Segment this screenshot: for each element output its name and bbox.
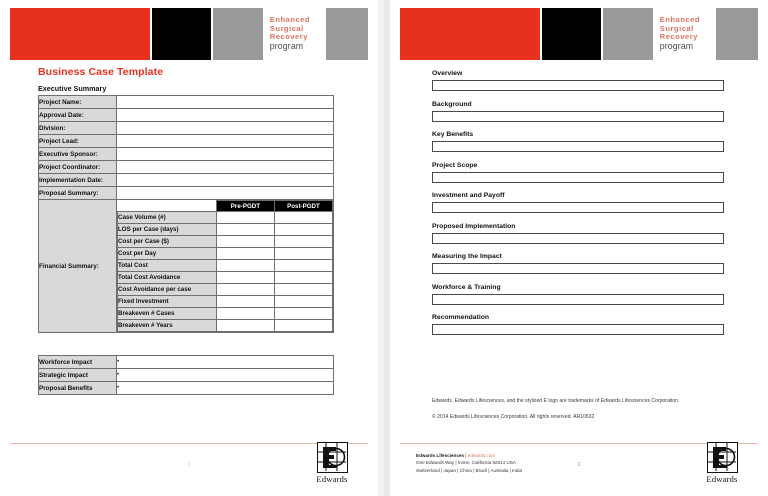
logo-line-recovery: Recovery xyxy=(269,32,308,42)
logo-line-program-right: program xyxy=(659,40,694,51)
narrative-section-input[interactable] xyxy=(432,294,724,305)
financial-column-header: Pre-PGDT xyxy=(216,201,274,212)
header-band-gray-left-right xyxy=(603,8,653,60)
edwards-logo-left xyxy=(312,442,352,485)
narrative-section xyxy=(432,284,724,305)
financial-row xyxy=(118,248,333,260)
esr-program-logo xyxy=(265,8,324,60)
field-input[interactable] xyxy=(117,174,334,187)
narrative-section-title: Measuring the Impact xyxy=(432,253,502,260)
financial-value-cell[interactable] xyxy=(274,260,332,272)
trademark-notice: Edwards, Edwards Lifesciences, and the stylized E logo are trademarks of Edwards Lifesciences Corporation. xyxy=(432,398,680,404)
narrative-section-input[interactable] xyxy=(432,233,724,244)
financial-row xyxy=(118,308,333,320)
financial-row-label: LOS per Case (days) xyxy=(118,224,217,236)
address-company-name: Edwards Lifesciences xyxy=(416,452,465,458)
edwards-wordmark-left: Edwards xyxy=(316,474,348,484)
financial-value-cell[interactable] xyxy=(274,308,332,320)
financial-value-cell[interactable] xyxy=(216,224,274,236)
financial-value-cell[interactable] xyxy=(274,272,332,284)
narrative-section-title: Recommendation xyxy=(432,314,490,321)
logo-line-program: program xyxy=(269,40,304,51)
header-band-gray-right xyxy=(326,8,368,60)
financial-row-label: Cost Avoidance per case xyxy=(118,284,217,296)
financial-column-header: Post-PGDT xyxy=(274,201,332,212)
financial-row xyxy=(118,296,333,308)
logo-line-surgical: Surgical xyxy=(269,23,304,33)
narrative-section-title: Background xyxy=(432,100,472,108)
narrative-section-input[interactable] xyxy=(432,172,724,183)
narrative-section xyxy=(432,101,724,122)
field-input[interactable] xyxy=(117,122,334,135)
table-row xyxy=(39,161,334,174)
financial-row-label: Case Volume (#) xyxy=(118,212,217,224)
financial-value-cell[interactable] xyxy=(216,284,274,296)
logo-line-recovery-right: Recovery xyxy=(659,32,698,42)
impact-row-label: Proposal Benefits xyxy=(39,382,117,395)
impact-row-label: Workforce Impact xyxy=(39,356,117,369)
field-input[interactable] xyxy=(117,96,334,109)
address-line-company: Edwards Lifesciences | edwards.com xyxy=(416,452,496,458)
edwards-e-icon-right xyxy=(707,442,738,473)
table-row xyxy=(39,174,334,187)
narrative-sections xyxy=(432,70,724,345)
financial-row-label: Fixed Investment xyxy=(118,296,217,308)
address-line-street: One Edwards Way | Irvine, California 92614 USA xyxy=(416,460,516,466)
copyright-notice: © 2014 Edwards Lifesciences Corporation. All rights reserved. AR10632 xyxy=(432,414,595,420)
address-website[interactable]: edwards.com xyxy=(467,452,496,458)
executive-summary-table xyxy=(38,95,334,333)
header-band-gray-left xyxy=(213,8,263,60)
financial-value-cell[interactable] xyxy=(216,236,274,248)
narrative-section xyxy=(432,223,724,244)
executive-summary-body xyxy=(39,96,334,333)
financial-header-spacer xyxy=(118,201,217,212)
narrative-section-title: Key Benefits xyxy=(432,131,474,138)
impact-row-input[interactable]: • xyxy=(117,369,334,382)
narrative-section-input[interactable] xyxy=(432,202,724,213)
field-label: Approval Date: xyxy=(39,109,117,122)
header-band-black-right xyxy=(542,8,601,60)
table-row xyxy=(39,122,334,135)
financial-summary-table xyxy=(117,200,333,332)
table-row xyxy=(39,148,334,161)
financial-value-cell[interactable] xyxy=(274,284,332,296)
narrative-section-title: Proposed Implementation xyxy=(432,222,516,230)
financial-value-cell[interactable] xyxy=(216,248,274,260)
narrative-section-title: Workforce & Training xyxy=(432,283,501,291)
financial-row-label: Cost per Case ($) xyxy=(118,236,217,248)
financial-value-cell[interactable] xyxy=(216,272,274,284)
narrative-section-input[interactable] xyxy=(432,111,724,122)
narrative-section-input[interactable] xyxy=(432,80,724,91)
edwards-e-glyph xyxy=(318,443,346,471)
financial-value-cell[interactable] xyxy=(274,236,332,248)
field-input[interactable] xyxy=(117,161,334,174)
financial-value-cell[interactable] xyxy=(274,320,332,332)
impact-row-input[interactable]: • xyxy=(117,356,334,369)
narrative-section xyxy=(432,162,724,183)
financial-header-row xyxy=(118,201,333,212)
financial-row xyxy=(118,224,333,236)
financial-row-label: Breakeven # Years xyxy=(118,320,217,332)
financial-row-label: Breakeven # Cases xyxy=(118,308,217,320)
address-line-countries: Switzerland | Japan | China | Brazil | Australia | India xyxy=(416,467,523,473)
financial-summary-row xyxy=(39,200,334,333)
financial-row xyxy=(118,236,333,248)
financial-row-label: Cost per Day xyxy=(118,248,217,260)
table-row xyxy=(39,369,334,382)
edwards-e-glyph-right xyxy=(708,443,736,471)
financial-value-cell[interactable] xyxy=(216,320,274,332)
page-number-right: 2 xyxy=(577,462,581,468)
financial-value-cell[interactable] xyxy=(216,212,274,224)
field-label: Project Name: xyxy=(39,96,117,109)
impact-table xyxy=(38,355,334,395)
page-number-left: 1 xyxy=(187,462,191,468)
narrative-section xyxy=(432,253,724,274)
edwards-logo-right xyxy=(702,442,742,485)
narrative-section-title: Project Scope xyxy=(432,161,478,169)
table-row xyxy=(39,382,334,395)
financial-value-cell[interactable] xyxy=(274,248,332,260)
field-label: Implementation Date: xyxy=(39,174,117,187)
narrative-section xyxy=(432,131,724,152)
table-row xyxy=(39,96,334,109)
financial-value-cell[interactable] xyxy=(274,212,332,224)
financial-row xyxy=(118,212,333,224)
financial-summary-cell xyxy=(117,200,334,333)
logo-line-enhanced: Enhanced xyxy=(269,15,311,25)
narrative-section-title: Investment and Payoff xyxy=(432,192,505,199)
field-input[interactable] xyxy=(117,135,334,148)
financial-value-cell[interactable] xyxy=(216,260,274,272)
financial-row xyxy=(118,272,333,284)
narrative-section-input[interactable] xyxy=(432,324,724,335)
financial-value-cell[interactable] xyxy=(274,224,332,236)
table-row xyxy=(39,135,334,148)
narrative-section xyxy=(432,70,724,91)
field-label: Executive Sponsor: xyxy=(39,148,117,161)
header-band-black xyxy=(152,8,211,60)
narrative-section-title: Overview xyxy=(432,70,463,77)
table-row xyxy=(39,356,334,369)
header-color-bands-right xyxy=(400,8,758,60)
page-left xyxy=(0,0,378,496)
narrative-section xyxy=(432,314,724,335)
field-input[interactable] xyxy=(117,148,334,161)
field-label: Division: xyxy=(39,122,117,135)
header-band-red xyxy=(10,8,150,60)
field-input[interactable] xyxy=(117,187,334,200)
financial-value-cell[interactable] xyxy=(274,296,332,308)
financial-row-label: Total Cost Avoidance xyxy=(118,272,217,284)
financial-row xyxy=(118,320,333,332)
executive-summary-label: Executive Summary xyxy=(38,84,107,93)
esr-program-logo-right xyxy=(655,8,714,60)
narrative-section-input[interactable] xyxy=(432,263,724,274)
page-right xyxy=(390,0,768,496)
header-color-bands xyxy=(10,8,368,60)
financial-summary-label: Financial Summary: xyxy=(39,200,117,333)
edwards-e-icon xyxy=(317,442,348,473)
page-title: Business Case Template xyxy=(38,66,164,78)
impact-row-label: Strategic Impact xyxy=(39,369,117,382)
narrative-section-input[interactable] xyxy=(432,141,724,152)
narrative-section xyxy=(432,192,724,213)
financial-row-label: Total Cost xyxy=(118,260,217,272)
field-label: Project Lead: xyxy=(39,135,117,148)
edwards-wordmark-right: Edwards xyxy=(706,474,738,484)
financial-value-cell[interactable] xyxy=(216,308,274,320)
logo-line-enhanced-right: Enhanced xyxy=(659,15,701,25)
impact-table-body xyxy=(39,356,334,395)
field-label: Proposal Summary: xyxy=(39,187,117,200)
field-input[interactable] xyxy=(117,109,334,122)
field-label: Project Coordinator: xyxy=(39,161,117,174)
financial-row xyxy=(118,284,333,296)
impact-row-input[interactable]: • xyxy=(117,382,334,395)
header-band-gray-right-right xyxy=(716,8,758,60)
financial-row xyxy=(118,260,333,272)
logo-line-surgical-right: Surgical xyxy=(659,23,694,33)
table-row xyxy=(39,109,334,122)
financial-value-cell[interactable] xyxy=(216,296,274,308)
table-row xyxy=(39,187,334,200)
header-band-red-right xyxy=(400,8,540,60)
